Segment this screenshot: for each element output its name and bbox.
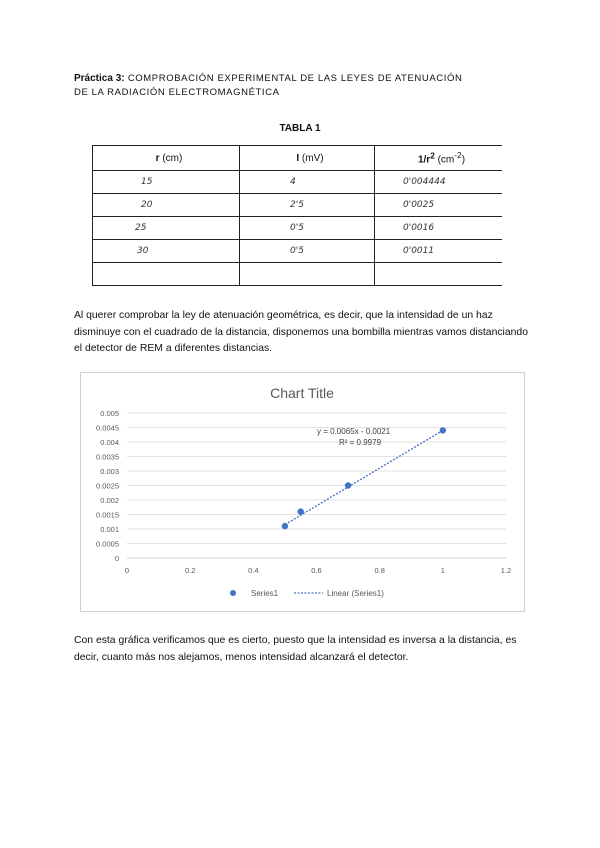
x-tick-label: 0.4 (248, 566, 259, 575)
data-point (298, 508, 304, 514)
x-tick-label: 0 (124, 566, 130, 575)
y-axis-ticks (96, 409, 119, 563)
cell-i: 0'5 (240, 217, 375, 240)
trendline-equation: y = 0.0065x - 0.0021 (317, 427, 391, 436)
x-tick-label: 1.2 (500, 566, 512, 575)
y-tick-label: 0.0015 (96, 510, 119, 520)
cell-inv: 0'0025 (375, 194, 503, 217)
title-line-1: COMPROBACIÓN EXPERIMENTAL DE LAS LEYES DE ATENUACIÓN (127, 73, 463, 84)
cell-r: 30 (93, 240, 240, 263)
y-tick-label: 0.001 (100, 525, 119, 534)
cell-i: 2'5 (240, 194, 375, 217)
header-inv-r2: $1/r^2$ $(cm^{-2})$ (375, 146, 503, 171)
x-tick-label: 1 (440, 566, 445, 575)
cell-inv (375, 263, 503, 286)
table-row (93, 240, 503, 263)
legend-series1: Series1 (251, 589, 279, 598)
y-tick-label: 0.0035 (96, 452, 119, 462)
y-tick-label: 0.004 (100, 438, 119, 447)
legend-marker-series1 (230, 590, 236, 596)
data-point (440, 427, 446, 433)
cell-inv: 0'0016 (375, 217, 503, 240)
y-tick-label: 0.005 (100, 409, 119, 418)
chart-title: Chart Title (270, 385, 334, 401)
header-i: I (mV) (240, 146, 375, 171)
paragraph-intro: Al querer comprobar la ley de atenuación geométrica, es decir, que la intensidad de un haz disminuye con el cuadrado de la distancia, disponemos una bombilla mientras vamos distanciando el detector de REM a diferentes distancias. (74, 310, 528, 354)
header-r: r (cm) (93, 146, 240, 171)
r-squared-label: R² = 0.9979 (339, 438, 382, 447)
legend-linear: Linear (Series1) (327, 589, 384, 598)
y-tick-label: 0.0025 (96, 481, 119, 491)
legend (230, 589, 384, 598)
cell-i: 0'5 (240, 240, 375, 263)
y-tick-label: 0.0045 (96, 423, 119, 433)
scatter-chart (81, 373, 524, 611)
y-tick-label: 0.0005 (96, 539, 119, 549)
cell-r (93, 263, 240, 286)
table-row (93, 171, 503, 194)
cell-r: 15 (93, 171, 240, 194)
y-tick-label: 0.003 (100, 467, 119, 476)
data-table (92, 145, 502, 286)
table-row (93, 194, 503, 217)
table-header-row (93, 146, 503, 171)
cell-r: 25 (93, 217, 240, 240)
data-point (282, 523, 288, 529)
cell-r: 20 (93, 194, 240, 217)
paragraph-conclusion: Con esta gráfica verificamos que es cierto, puesto que la intensidad es inversa a la distancia, es decir, cuanto más nos alejamos, menos intensidad alcanzará el detector. (74, 635, 517, 663)
practice-label: Práctica 3: (74, 73, 125, 84)
chart-container (80, 372, 525, 612)
cell-i: 4 (240, 171, 375, 194)
cell-inv: 0'0011 (375, 240, 503, 263)
title-line-2: DE LA RADIACIÓN ELECTROMAGNÉTICA (74, 87, 280, 98)
table-row (93, 217, 503, 240)
y-tick-label: 0.002 (100, 496, 119, 505)
x-axis-ticks (125, 566, 511, 575)
x-tick-label: 0.6 (311, 566, 322, 575)
data-point (345, 482, 351, 488)
table-row-empty (93, 263, 503, 286)
x-tick-label: 0.8 (374, 566, 385, 575)
table-caption: TABLA 1 (279, 123, 321, 134)
y-tick-label: 0 (114, 554, 119, 563)
document-title (74, 72, 544, 100)
cell-inv: 0'004444 (375, 171, 503, 194)
x-tick-label: 0.2 (184, 566, 196, 575)
cell-i (240, 263, 375, 286)
